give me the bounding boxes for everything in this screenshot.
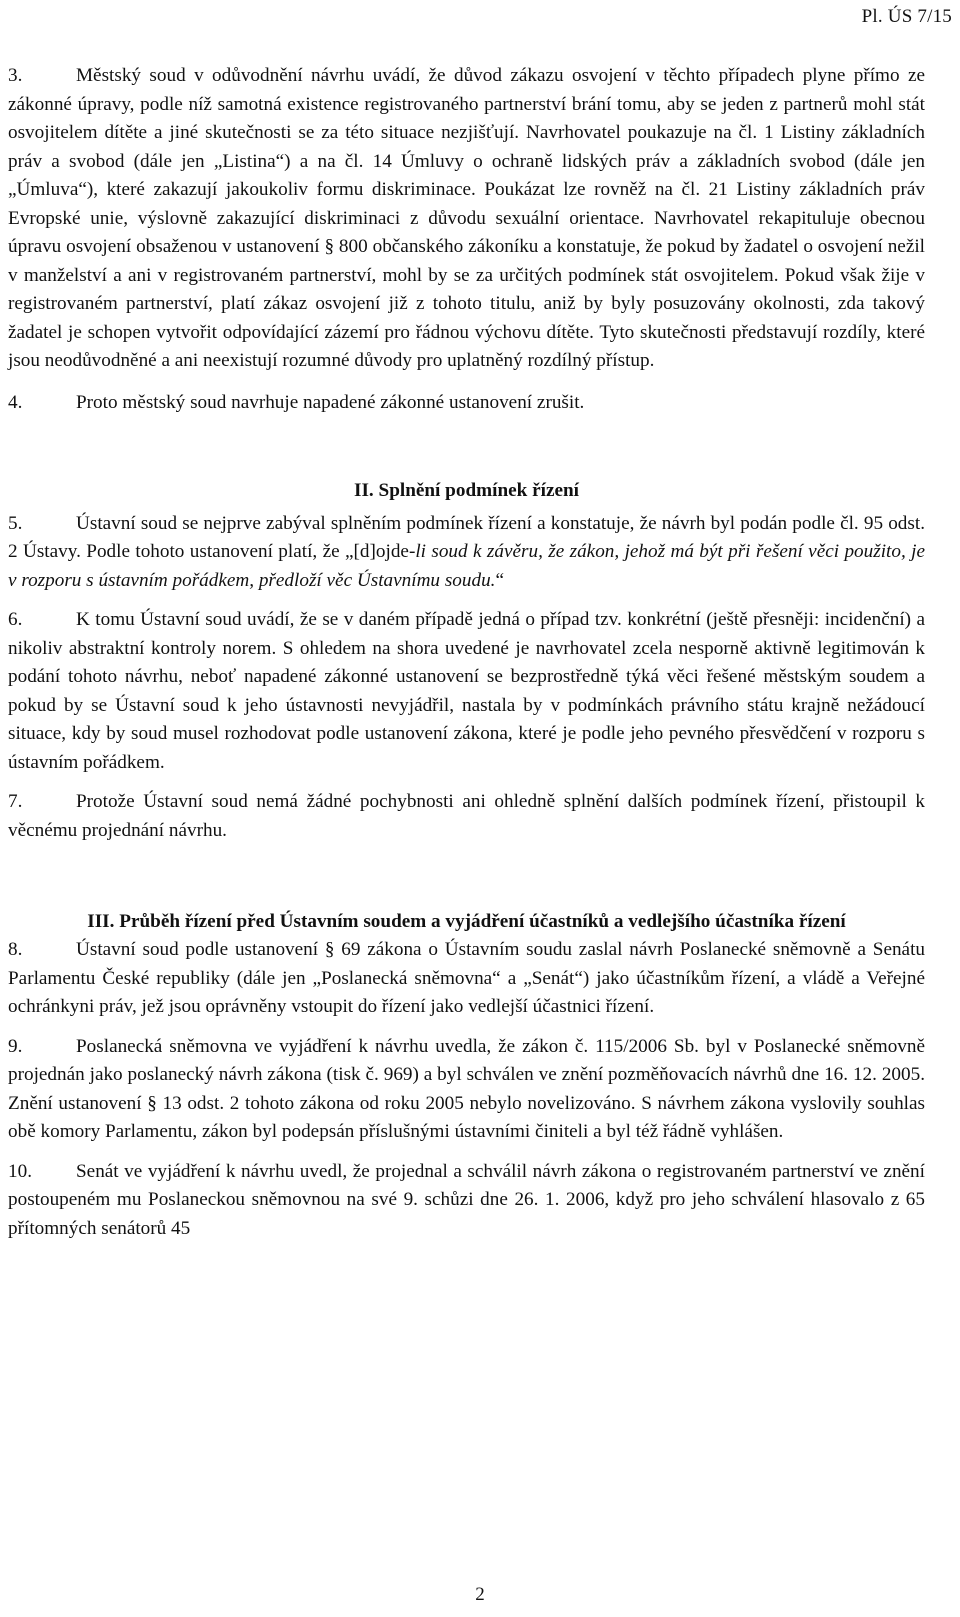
document-body xyxy=(8,62,925,1243)
paragraph-number: 8. xyxy=(8,939,23,960)
paragraph-text: Ústavní soud podle ustanovení § 69 zákona o Ústavním soudu zaslal návrh Poslanecké sněmovně a Senátu Parlamentu České republiky (dále jen „Poslanecká sněmovna“ a „Senát“) jako účastníkům řízení, a vládě a Veřejné ochránkyni práv, jež jsou oprávněny vstoupit do řízení jako vedlejší účastnici řízení. xyxy=(8,939,925,1017)
paragraph-number: 4. xyxy=(8,391,23,413)
paragraph-number: 9. xyxy=(8,1035,23,1057)
paragraph-text: Městský soud v odůvodnění návrhu uvádí, že důvod zákazu osvojení v těchto případech plyne přímo ze zákonné úpravy, podle níž samotná existence registrovaného partnerství brání tomu, aby se jeden z partnerů mohl stát osvojitelem dítěte a jiné skutečnosti se za této situace nezjišťují. Navrhovatel poukazuje na čl. 1 Listiny základních práv a svobod (dále jen „Listina“) a na čl. 14 Úmluvy o ochraně lidských práv a základních svobod (dále jen „Úmluva“), které zakazují jakoukoliv formu diskriminace. Poukázat lze rovněž na čl. 21 Listiny základních práv Evropské unie, výslovně zakazující diskriminaci z důvodu sexuální orientace. Navrhovatel rekapituluje obecnou úpravu osvojení obsaženou v ustanovení § 800 občanského zákoníku a konstatuje, že pokud by žadatel o osvojení nežil v manželství a ani v registrovaném partnerství, mohl by se za určitých podmínek stát osvojitelem. Pokud však žije v registrovaném partnerství, platí zákaz osvojení již z tohoto titulu, aniž by byly posuzovány okolnosti, zda takový žadatel je schopen vytvořit odpovídající zázemí pro řádnou výchovu dítěte. Tyto skutečnosti představují rozdíly, které jsou neodůvodněné a ani neexistují rozumné důvody pro uplatněný rozdílný přístup. xyxy=(8,65,925,371)
paragraph-8 xyxy=(8,936,925,1022)
paragraph-6 xyxy=(8,606,925,777)
section-heading-3: III. Průběh řízení před Ústavním soudem a vyjádření účastníků a vedlejšího účastníka řízení xyxy=(87,911,846,932)
paragraph-text: Protože Ústavní soud nemá žádné pochybnosti ani ohledně splnění dalších podmínek řízení, přistoupil k věcnému projednání návrhu. xyxy=(8,791,925,841)
paragraph-7 xyxy=(8,788,925,845)
paragraph-text: Ústavní soud se nejprve zabýval splněním podmínek řízení a konstatuje, že návrh byl podán podle čl. 95 odst. 2 Ústavy. Podle tohoto ustanovení platí, že „[d]ojde- xyxy=(8,512,925,562)
section-heading-2: II. Splnění podmínek řízení xyxy=(354,480,579,501)
paragraph-quote-italic: li soud k závěru, že zákon, jehož má být při řešení věci použito, je v rozporu s ústavním pořádkem, předloží věc Ústavnímu soudu. xyxy=(8,541,925,591)
paragraph-9 xyxy=(8,1033,925,1147)
paragraph-5 xyxy=(8,510,925,596)
page-number: 2 xyxy=(475,1584,485,1605)
paragraph-number: 6. xyxy=(8,609,23,630)
paragraph-text: Proto městský soud navrhuje napadené zákonné ustanovení zrušit. xyxy=(76,391,585,413)
paragraph-number: 5. xyxy=(8,512,23,534)
paragraph-text: Senát ve vyjádření k návrhu uvedl, že projednal a schválil návrh zákona o registrovaném partnerství ve znění postoupeném mu Poslaneckou sněmovnou na své 9. schůzi dne 26. 1. 2006, když pro jeho schválení hlasovalo z 65 přítomných senátorů 45 xyxy=(8,1160,925,1239)
paragraph-quote-close: “ xyxy=(495,569,504,591)
paragraph-text: Poslanecká sněmovna ve vyjádření k návrhu uvedla, že zákon č. 115/2006 Sb. byl v Poslanecké sněmovně projednán jako poslanecký návrh zákona (tisk č. 969) a byl schválen ve znění pozměňovacích návrhů dne 16. 12. 2005. Znění ustanovení § 13 odst. 2 tohoto zákona od roku 2005 nebylo novelizováno. S návrhem zákona vyslovily souhlas obě komory Parlamentu, zákon byl podepsán příslušnými ústavními činiteli a byl též řádně vyhlášen. xyxy=(8,1035,925,1142)
case-reference: Pl. ÚS 7/15 xyxy=(861,6,952,27)
paragraph-3 xyxy=(8,62,925,376)
paragraph-text: K tomu Ústavní soud uvádí, že se v daném případě jedná o případ tzv. konkrétní (ještě přesněji: incidenční) a nikoliv abstraktní kontroly norem. S ohledem na shora uvedené je navrhovatel zcela nesporně aktivně legitimován k podání tohoto návrhu, neboť napadené zákonné ustanovení se bezprostředně týká věci řešené městským soudem a pokud by se Ústavní soud k jeho ústavnosti nevyjádřil, nastala by v podmínkách právního státu krajně nežádoucí situace, kdy by soud musel rozhodovat podle ustanovení zákona, které je podle jeho pevného přesvědčení v rozporu s ústavním pořádkem. xyxy=(8,609,925,773)
paragraph-4 xyxy=(8,389,925,418)
paragraph-number: 7. xyxy=(8,791,23,812)
paragraph-number: 3. xyxy=(8,65,23,86)
paragraph-10 xyxy=(8,1158,925,1244)
paragraph-number: 10. xyxy=(8,1160,32,1182)
